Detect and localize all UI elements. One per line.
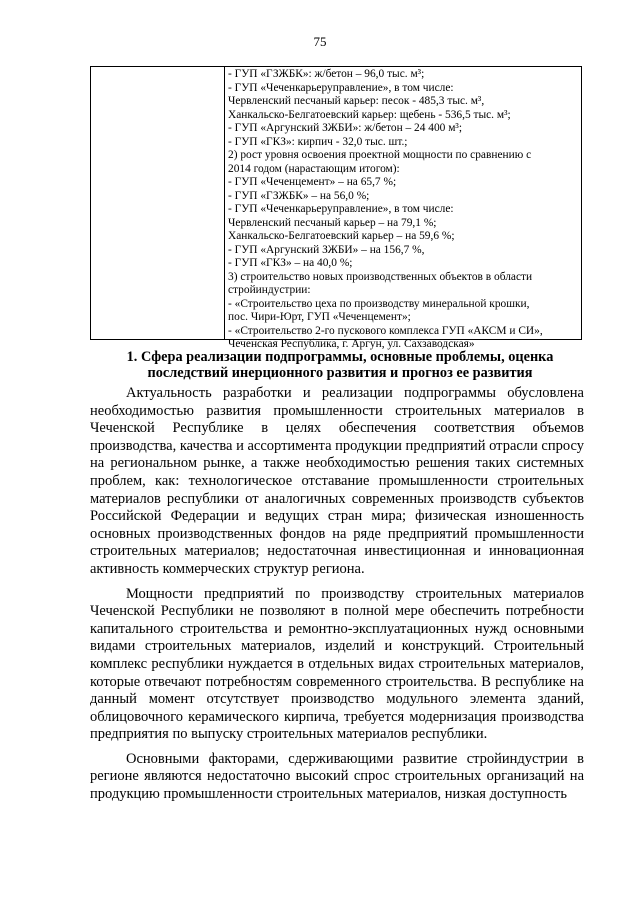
table-column-divider	[224, 67, 225, 339]
table-line: - ГУП «Чеченкарьеруправление», в том числе:	[228, 81, 454, 94]
table-line: - ГУП «ГКЗ» – на 40,0 %;	[228, 257, 353, 269]
table-line: 2) рост уровня освоения проектной мощности по сравнению с	[228, 149, 532, 161]
table-line: - ГУП «Чеченцемент» – на 65,7 %;	[228, 176, 397, 188]
section-heading: 1. Сфера реализации подпрограммы, основные проблемы, оценка последствий инерционного развития и прогноз ее развития	[126, 349, 554, 381]
table-line: Червленский песчаный карьер – на 79,1 %;	[228, 216, 437, 229]
table-line: - «Строительство 2-го пускового комплекса ГУП «АКСМ и СИ»,	[228, 324, 543, 337]
table-line: - ГУП «Аргунский ЗЖБИ»: ж/бетон – 24 400 м³;	[228, 122, 463, 134]
table-line: Червленский песчаный карьер: песок - 485,3 тыс. м³,	[228, 95, 485, 107]
paragraph: Основными факторами, сдерживающими развитие стройиндустрии в регионе являются недостаточно высокий спрос строительных организаций на продукцию промышленности строительных материалов, низкая доступность	[90, 750, 584, 803]
paragraph: Мощности предприятий по производству строительных материалов Чеченской Республики не позволяют в полной мере обеспечить потребности капитального строительства и ремонтно-эксплуатационных нужд основными видами строительных материалов, изделий и конструкций. Строительный комплекс республики нуждается в отдельных видах строительных материалов, которые отвечают потребностям современного строительства. В республике на данный момент отсутствует производство модульного элемента зданий, облицовочного керамического кирпича, требуется модернизация производства предприятия по выпуску строительных материалов республики.	[90, 585, 584, 743]
table-line: Ханкальско-Белгатоевский карьер: щебень - 536,5 тыс. м³;	[228, 108, 511, 121]
paragraph: Актуальность разработки и реализации подпрограммы обусловлена необходимостью развития промышленности строительных материалов в Чеченской Республике в целях обеспечения соответствия объемов производства, качества и ассортимента продукции предприятий отрасли спросу на региональном рынке, а также необходимостью решения таких системных проблем, как: технологическое отставание промышленности строительных материалов республики от аналогичных современных производств субъектов Российской Федерации и ведущих стран мира; физическая изношенность основных производственных фондов на ряде предприятий промышленности строительных материалов; недостаточная инвестиционная и инновационная активность коммерческих структур региона.	[90, 385, 584, 577]
table-line: - ГУП «ГЗЖБК» – на 56,0 %;	[228, 189, 370, 202]
table-line: 3) строительство новых производственных объектов в области	[228, 270, 533, 283]
table-line: 2014 годом (нарастающим итогом):	[228, 162, 400, 175]
table-line: - «Строительство цеха по производству минеральной крошки,	[228, 297, 530, 310]
table-line: - ГУП «Чеченкарьеруправление», в том числе:	[228, 203, 454, 215]
table-cell-results	[228, 68, 578, 352]
table-line: - ГУП «Аргунский ЗЖБИ» – на 156,7 %,	[228, 243, 425, 256]
table-line: пос. Чири-Юрт, ГУП «Чеченцемент»;	[228, 311, 411, 323]
table-line: Чеченская Республика, г. Аргун, ул. Сахзаводская»	[228, 338, 475, 350]
table-line: стройиндустрии:	[228, 284, 311, 296]
page-number: 75	[313, 34, 327, 49]
table-line: - ГУП «ГКЗ»: кирпич - 32,0 тыс. шт.;	[228, 135, 408, 148]
table-line: - ГУП «ГЗЖБК»: ж/бетон – 96,0 тыс. м³;	[228, 68, 425, 80]
body-text	[90, 385, 584, 811]
table-line: Ханкальско-Белгатоевский карьер – на 59,6 %;	[228, 230, 455, 242]
